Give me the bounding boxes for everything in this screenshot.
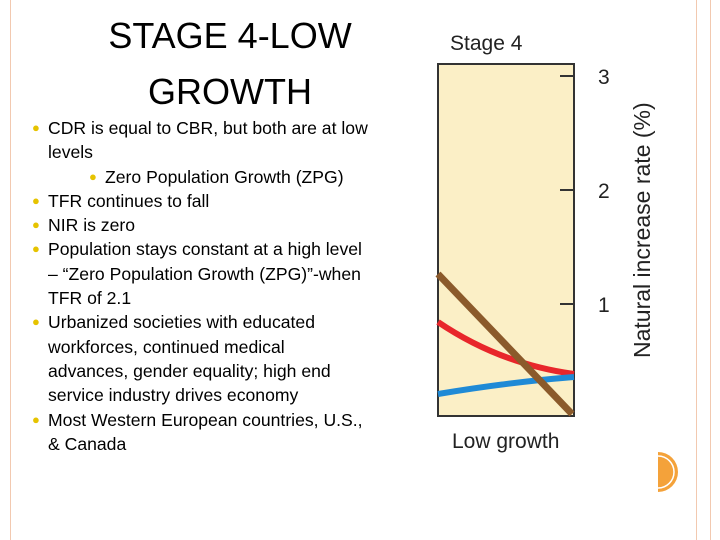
sub-bullet-item — [28, 165, 428, 189]
bullet-dot-icon: ● — [89, 168, 97, 184]
bullet-continuation — [28, 140, 428, 164]
bullet-item — [28, 237, 428, 261]
figure-top-label: Stage 4 — [450, 32, 523, 55]
half-circle-decoration — [658, 452, 686, 492]
bullet-item — [28, 408, 428, 432]
bullet-text: NIR is zero — [48, 215, 136, 236]
figure-panel — [438, 64, 574, 416]
bullet-text: levels — [48, 142, 93, 163]
bullet-item — [28, 310, 428, 334]
slide-title — [30, 8, 430, 120]
tick-label-3: 3 — [598, 66, 610, 89]
figure-y-axis-label: Natural increase rate (%) — [629, 102, 655, 358]
slide-border-right-inner — [696, 0, 697, 540]
bullet-text: advances, gender equality; high end — [48, 360, 331, 381]
bullet-text: TFR continues to fall — [48, 190, 210, 211]
bullet-continuation — [28, 262, 428, 286]
bullet-dot-icon: ● — [32, 120, 40, 135]
bullet-dot-icon: ● — [32, 217, 40, 233]
bullet-text: & Canada — [48, 433, 127, 454]
bullet-text: Zero Population Growth (ZPG) — [105, 166, 344, 187]
bullet-item — [28, 116, 428, 140]
bullet-continuation — [28, 286, 428, 310]
bullet-dot-icon: ● — [32, 314, 40, 330]
figure-bottom-label: Low growth — [452, 430, 560, 453]
bullet-dot-icon: ● — [32, 241, 40, 257]
bullet-text: – “Zero Population Growth (ZPG)”-when — [48, 263, 361, 284]
slide-border-left — [10, 0, 11, 540]
bullet-text: service industry drives economy — [48, 385, 299, 406]
bullet-continuation — [28, 359, 428, 383]
title-line-2: GROWTH — [148, 71, 312, 112]
bullet-text: Population stays constant at a high level — [48, 239, 362, 260]
bullet-text: Urbanized societies with educated — [48, 312, 315, 333]
bullet-item — [28, 189, 428, 213]
tick-label-1: 1 — [598, 294, 610, 317]
bullet-continuation — [28, 432, 428, 456]
slide-border-right-outer — [710, 0, 711, 540]
bullet-continuation — [28, 335, 428, 359]
bullet-text: Most Western European countries, U.S., — [48, 409, 363, 430]
bullet-item — [28, 213, 428, 237]
bullet-continuation — [28, 383, 428, 407]
bullet-list — [28, 116, 428, 456]
bullet-text: workforces, continued medical — [48, 336, 285, 357]
bullet-text: TFR of 2.1 — [48, 288, 132, 309]
tick-label-2: 2 — [598, 180, 610, 203]
title-line-1: STAGE 4-LOW — [108, 15, 352, 56]
stage-4-figure — [430, 28, 670, 458]
bullet-dot-icon: ● — [32, 192, 40, 208]
bullet-text: CDR is equal to CBR, but both are at low — [48, 118, 368, 138]
bullet-dot-icon: ● — [32, 411, 40, 427]
